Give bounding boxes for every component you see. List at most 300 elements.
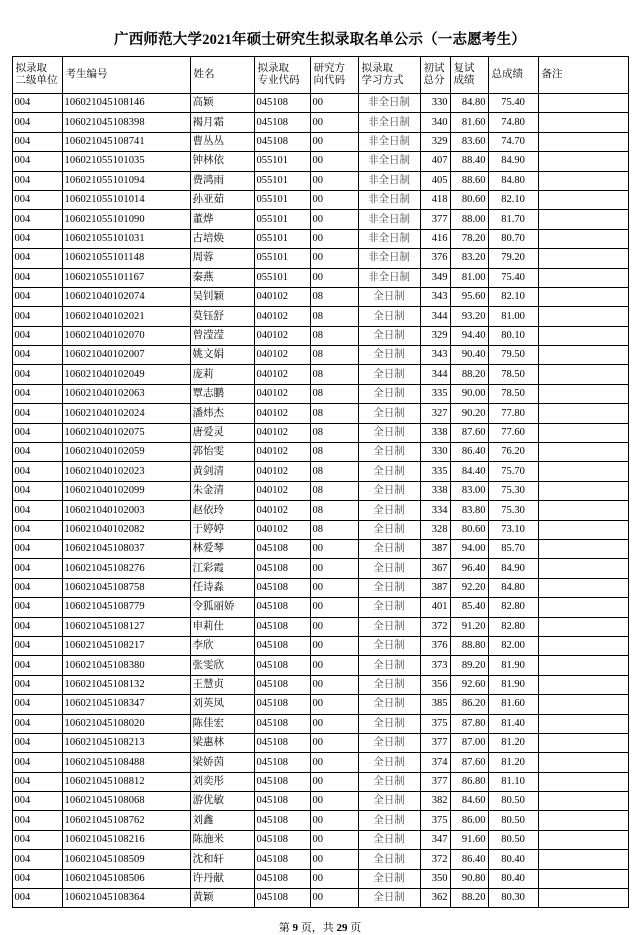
cell-first: 416 <box>420 229 450 248</box>
cell-name: 申莉仕 <box>190 617 254 636</box>
table-row <box>12 229 628 248</box>
cell-second: 86.40 <box>450 850 488 869</box>
table-row <box>12 423 628 442</box>
cell-remark <box>538 559 628 578</box>
table-row <box>12 675 628 694</box>
cell-remark <box>538 462 628 481</box>
cell-second: 84.60 <box>450 792 488 811</box>
cell-total: 82.80 <box>488 598 538 617</box>
cell-direction: 08 <box>310 307 358 326</box>
cell-major: 040102 <box>254 307 310 326</box>
cell-first: 327 <box>420 404 450 423</box>
cell-total: 78.50 <box>488 365 538 384</box>
cell-direction: 08 <box>310 326 358 345</box>
table-row <box>12 404 628 423</box>
cell-mode: 全日制 <box>358 869 420 888</box>
cell-number: 106021040102075 <box>62 423 190 442</box>
cell-remark <box>538 152 628 171</box>
cell-name: 张雯欣 <box>190 656 254 675</box>
cell-total: 80.10 <box>488 326 538 345</box>
cell-mode: 全日制 <box>358 559 420 578</box>
cell-second: 91.60 <box>450 830 488 849</box>
cell-major: 045108 <box>254 94 310 113</box>
cell-unit: 004 <box>12 268 62 287</box>
table-row <box>12 598 628 617</box>
cell-number: 106021045108506 <box>62 869 190 888</box>
cell-mode: 全日制 <box>358 733 420 752</box>
cell-major: 055101 <box>254 190 310 209</box>
cell-mode: 全日制 <box>358 307 420 326</box>
cell-name: 孙亚茹 <box>190 190 254 209</box>
cell-mode: 全日制 <box>358 346 420 365</box>
cell-remark <box>538 869 628 888</box>
cell-direction: 00 <box>310 559 358 578</box>
cell-direction: 08 <box>310 346 358 365</box>
cell-unit: 004 <box>12 792 62 811</box>
cell-direction: 00 <box>310 598 358 617</box>
cell-name: 于婷婷 <box>190 520 254 539</box>
cell-first: 338 <box>420 423 450 442</box>
cell-direction: 08 <box>310 423 358 442</box>
cell-major: 040102 <box>254 346 310 365</box>
cell-name: 陈佳宏 <box>190 714 254 733</box>
cell-number: 106021045108347 <box>62 695 190 714</box>
cell-major: 045108 <box>254 132 310 151</box>
cell-total: 77.80 <box>488 404 538 423</box>
cell-second: 81.00 <box>450 268 488 287</box>
cell-mode: 非全日制 <box>358 94 420 113</box>
cell-remark <box>538 792 628 811</box>
cell-unit: 004 <box>12 636 62 655</box>
cell-unit: 004 <box>12 598 62 617</box>
column-header-second-line2: 成绩 <box>453 75 475 86</box>
cell-remark <box>538 811 628 830</box>
cell-first: 335 <box>420 462 450 481</box>
cell-number: 106021040102024 <box>62 404 190 423</box>
cell-first: 338 <box>420 481 450 500</box>
cell-total: 78.50 <box>488 384 538 403</box>
cell-number: 106021045108758 <box>62 578 190 597</box>
cell-second: 87.00 <box>450 733 488 752</box>
cell-name: 刘奕彤 <box>190 772 254 791</box>
cell-major: 045108 <box>254 617 310 636</box>
cell-total: 76.20 <box>488 443 538 462</box>
cell-mode: 非全日制 <box>358 210 420 229</box>
cell-direction: 00 <box>310 94 358 113</box>
cell-remark <box>538 850 628 869</box>
cell-major: 045108 <box>254 559 310 578</box>
cell-name: 李欣 <box>190 636 254 655</box>
cell-name: 周蓉 <box>190 249 254 268</box>
column-header-name: 姓名 <box>190 57 254 94</box>
cell-direction: 08 <box>310 520 358 539</box>
cell-direction: 00 <box>310 695 358 714</box>
cell-number: 106021045108779 <box>62 598 190 617</box>
cell-total: 74.70 <box>488 132 538 151</box>
cell-unit: 004 <box>12 830 62 849</box>
cell-unit: 004 <box>12 423 62 442</box>
cell-remark <box>538 733 628 752</box>
cell-second: 86.20 <box>450 695 488 714</box>
cell-remark <box>538 190 628 209</box>
cell-first: 375 <box>420 714 450 733</box>
cell-mode: 全日制 <box>358 404 420 423</box>
cell-direction: 00 <box>310 656 358 675</box>
column-header-direction <box>310 57 358 94</box>
table-row <box>12 365 628 384</box>
cell-major: 045108 <box>254 889 310 908</box>
cell-first: 367 <box>420 559 450 578</box>
cell-remark <box>538 636 628 655</box>
cell-name: 林爱琴 <box>190 539 254 558</box>
cell-major: 045108 <box>254 598 310 617</box>
cell-total: 75.30 <box>488 481 538 500</box>
cell-direction: 00 <box>310 792 358 811</box>
cell-number: 106021055101014 <box>62 190 190 209</box>
cell-number: 106021040102003 <box>62 501 190 520</box>
table-row <box>12 578 628 597</box>
cell-second: 90.40 <box>450 346 488 365</box>
cell-direction: 00 <box>310 811 358 830</box>
cell-number: 106021055101094 <box>62 171 190 190</box>
cell-unit: 004 <box>12 617 62 636</box>
cell-total: 79.50 <box>488 346 538 365</box>
cell-mode: 全日制 <box>358 520 420 539</box>
cell-unit: 004 <box>12 229 62 248</box>
cell-remark <box>538 481 628 500</box>
cell-unit: 004 <box>12 94 62 113</box>
cell-number: 106021045108213 <box>62 733 190 752</box>
cell-number: 106021045108037 <box>62 539 190 558</box>
cell-remark <box>538 384 628 403</box>
cell-total: 82.10 <box>488 287 538 306</box>
cell-remark <box>538 772 628 791</box>
footer-page-number: 9 <box>292 922 298 935</box>
cell-remark <box>538 830 628 849</box>
cell-mode: 全日制 <box>358 384 420 403</box>
table-row <box>12 792 628 811</box>
cell-number: 106021045108020 <box>62 714 190 733</box>
cell-first: 328 <box>420 520 450 539</box>
cell-second: 86.80 <box>450 772 488 791</box>
footer-suffix: 页 <box>350 922 362 935</box>
cell-remark <box>538 249 628 268</box>
table-row <box>12 326 628 345</box>
cell-remark <box>538 132 628 151</box>
cell-number: 106021055101031 <box>62 229 190 248</box>
cell-number: 106021055101148 <box>62 249 190 268</box>
cell-first: 375 <box>420 811 450 830</box>
cell-major: 045108 <box>254 792 310 811</box>
column-header-total: 总成绩 <box>488 57 538 94</box>
cell-name: 梁娇茵 <box>190 753 254 772</box>
cell-remark <box>538 346 628 365</box>
cell-total: 80.50 <box>488 792 538 811</box>
cell-unit: 004 <box>12 578 62 597</box>
cell-number: 106021045108398 <box>62 113 190 132</box>
cell-second: 94.00 <box>450 539 488 558</box>
cell-name: 钟林依 <box>190 152 254 171</box>
cell-first: 387 <box>420 578 450 597</box>
cell-major: 045108 <box>254 578 310 597</box>
cell-mode: 全日制 <box>358 365 420 384</box>
cell-second: 90.80 <box>450 869 488 888</box>
cell-first: 376 <box>420 249 450 268</box>
cell-first: 344 <box>420 307 450 326</box>
cell-total: 81.60 <box>488 695 538 714</box>
cell-remark <box>538 326 628 345</box>
cell-direction: 00 <box>310 850 358 869</box>
cell-unit: 004 <box>12 132 62 151</box>
page-title: 广西师范大学2021年硕士研究生拟录取名单公示（一志愿考生） <box>114 32 526 48</box>
cell-unit: 004 <box>12 462 62 481</box>
cell-total: 84.90 <box>488 559 538 578</box>
cell-major: 045108 <box>254 675 310 694</box>
cell-unit: 004 <box>12 210 62 229</box>
footer-prefix: 第 <box>278 922 290 935</box>
table-header-row <box>12 57 628 94</box>
cell-major: 045108 <box>254 695 310 714</box>
cell-name: 郭怡雯 <box>190 443 254 462</box>
column-header-unit <box>12 57 62 94</box>
cell-mode: 非全日制 <box>358 132 420 151</box>
cell-direction: 00 <box>310 190 358 209</box>
cell-second: 80.60 <box>450 190 488 209</box>
cell-first: 376 <box>420 636 450 655</box>
table-row <box>12 617 628 636</box>
cell-mode: 全日制 <box>358 617 420 636</box>
table-row <box>12 656 628 675</box>
cell-number: 106021045108217 <box>62 636 190 655</box>
table-row <box>12 481 628 500</box>
cell-first: 330 <box>420 443 450 462</box>
cell-name: 唐爱灵 <box>190 423 254 442</box>
table-row <box>12 287 628 306</box>
cell-direction: 08 <box>310 404 358 423</box>
cell-direction: 08 <box>310 501 358 520</box>
cell-remark <box>538 598 628 617</box>
cell-second: 87.80 <box>450 714 488 733</box>
cell-mode: 全日制 <box>358 423 420 442</box>
cell-first: 377 <box>420 733 450 752</box>
cell-first: 344 <box>420 365 450 384</box>
cell-direction: 00 <box>310 268 358 287</box>
cell-first: 330 <box>420 94 450 113</box>
cell-total: 77.60 <box>488 423 538 442</box>
column-header-mode <box>358 57 420 94</box>
cell-second: 88.40 <box>450 152 488 171</box>
cell-major: 040102 <box>254 443 310 462</box>
cell-major: 040102 <box>254 326 310 345</box>
table-row <box>12 850 628 869</box>
cell-name: 江彩霞 <box>190 559 254 578</box>
cell-remark <box>538 423 628 442</box>
cell-mode: 全日制 <box>358 850 420 869</box>
cell-second: 83.60 <box>450 132 488 151</box>
cell-total: 81.40 <box>488 714 538 733</box>
cell-major: 055101 <box>254 229 310 248</box>
cell-second: 88.20 <box>450 889 488 908</box>
cell-direction: 00 <box>310 617 358 636</box>
cell-total: 81.20 <box>488 733 538 752</box>
cell-name: 令狐丽娇 <box>190 598 254 617</box>
column-header-first-line1: 初试 <box>423 62 445 74</box>
cell-total: 80.40 <box>488 850 538 869</box>
column-header-second-line1: 复试 <box>453 62 475 74</box>
cell-major: 040102 <box>254 287 310 306</box>
cell-mode: 非全日制 <box>358 249 420 268</box>
cell-unit: 004 <box>12 520 62 539</box>
cell-first: 350 <box>420 869 450 888</box>
cell-second: 95.60 <box>450 287 488 306</box>
cell-direction: 00 <box>310 539 358 558</box>
cell-second: 87.60 <box>450 423 488 442</box>
cell-unit: 004 <box>12 695 62 714</box>
cell-first: 418 <box>420 190 450 209</box>
cell-mode: 非全日制 <box>358 229 420 248</box>
cell-remark <box>538 656 628 675</box>
cell-second: 92.20 <box>450 578 488 597</box>
column-header-direction-line1: 研究方 <box>313 62 345 74</box>
cell-direction: 08 <box>310 365 358 384</box>
table-row <box>12 695 628 714</box>
cell-first: 377 <box>420 210 450 229</box>
table-row <box>12 268 628 287</box>
cell-first: 362 <box>420 889 450 908</box>
cell-major: 045108 <box>254 656 310 675</box>
cell-mode: 全日制 <box>358 830 420 849</box>
table-row <box>12 113 628 132</box>
column-header-first-exam <box>420 57 450 94</box>
table-row <box>12 249 628 268</box>
cell-mode: 全日制 <box>358 792 420 811</box>
cell-direction: 00 <box>310 714 358 733</box>
cell-second: 90.20 <box>450 404 488 423</box>
cell-major: 040102 <box>254 384 310 403</box>
cell-second: 84.80 <box>450 94 488 113</box>
cell-mode: 全日制 <box>358 578 420 597</box>
cell-name: 赵依玲 <box>190 501 254 520</box>
cell-name: 许丹献 <box>190 869 254 888</box>
cell-number: 106021045108488 <box>62 753 190 772</box>
cell-second: 83.20 <box>450 249 488 268</box>
cell-total: 84.80 <box>488 578 538 597</box>
cell-mode: 非全日制 <box>358 152 420 171</box>
cell-unit: 004 <box>12 384 62 403</box>
cell-first: 347 <box>420 830 450 849</box>
cell-mode: 非全日制 <box>358 268 420 287</box>
cell-remark <box>538 210 628 229</box>
cell-total: 81.90 <box>488 656 538 675</box>
column-header-major-line2: 专业代码 <box>257 75 300 86</box>
cell-unit: 004 <box>12 850 62 869</box>
table-body <box>12 94 628 908</box>
table-row <box>12 171 628 190</box>
cell-remark <box>538 113 628 132</box>
cell-unit: 004 <box>12 772 62 791</box>
cell-direction: 00 <box>310 229 358 248</box>
cell-remark <box>538 229 628 248</box>
footer-middle: 页，共 <box>300 922 334 935</box>
cell-unit: 004 <box>12 714 62 733</box>
cell-unit: 004 <box>12 733 62 752</box>
cell-number: 106021045108364 <box>62 889 190 908</box>
table-row <box>12 869 628 888</box>
cell-second: 94.40 <box>450 326 488 345</box>
cell-mode: 全日制 <box>358 462 420 481</box>
cell-major: 045108 <box>254 714 310 733</box>
cell-number: 106021045108146 <box>62 94 190 113</box>
cell-name: 沈和轩 <box>190 850 254 869</box>
table-row <box>12 636 628 655</box>
cell-direction: 00 <box>310 733 358 752</box>
cell-total: 73.10 <box>488 520 538 539</box>
cell-remark <box>538 443 628 462</box>
cell-remark <box>538 94 628 113</box>
cell-total: 80.50 <box>488 830 538 849</box>
cell-name: 陈施米 <box>190 830 254 849</box>
cell-mode: 非全日制 <box>358 190 420 209</box>
cell-major: 045108 <box>254 830 310 849</box>
cell-mode: 非全日制 <box>358 113 420 132</box>
table-row <box>12 152 628 171</box>
cell-total: 82.80 <box>488 617 538 636</box>
cell-number: 106021045108216 <box>62 830 190 849</box>
cell-mode: 全日制 <box>358 539 420 558</box>
cell-name: 潘炜杰 <box>190 404 254 423</box>
table-row <box>12 443 628 462</box>
cell-direction: 00 <box>310 830 358 849</box>
cell-unit: 004 <box>12 675 62 694</box>
cell-mode: 全日制 <box>358 656 420 675</box>
cell-total: 85.70 <box>488 539 538 558</box>
cell-major: 040102 <box>254 520 310 539</box>
cell-unit: 004 <box>12 326 62 345</box>
cell-number: 106021045108132 <box>62 675 190 694</box>
cell-direction: 00 <box>310 210 358 229</box>
cell-total: 80.70 <box>488 229 538 248</box>
cell-total: 80.40 <box>488 869 538 888</box>
cell-major: 055101 <box>254 171 310 190</box>
cell-name: 王慧贞 <box>190 675 254 694</box>
cell-major: 045108 <box>254 539 310 558</box>
column-header-candidate-number: 考生编号 <box>62 57 190 94</box>
cell-second: 85.40 <box>450 598 488 617</box>
cell-number: 106021045108380 <box>62 656 190 675</box>
cell-remark <box>538 617 628 636</box>
cell-second: 78.20 <box>450 229 488 248</box>
cell-unit: 004 <box>12 481 62 500</box>
cell-first: 335 <box>420 384 450 403</box>
cell-remark <box>538 675 628 694</box>
cell-major: 045108 <box>254 811 310 830</box>
cell-direction: 00 <box>310 152 358 171</box>
table-row <box>12 384 628 403</box>
column-header-second-exam <box>450 57 488 94</box>
table-row <box>12 462 628 481</box>
cell-number: 106021055101035 <box>62 152 190 171</box>
cell-number: 106021055101090 <box>62 210 190 229</box>
cell-name: 曾滢滢 <box>190 326 254 345</box>
table-row <box>12 811 628 830</box>
cell-name: 黄剑清 <box>190 462 254 481</box>
table-row <box>12 714 628 733</box>
column-header-first-line2: 总分 <box>423 75 445 86</box>
cell-mode: 全日制 <box>358 675 420 694</box>
cell-number: 106021040102074 <box>62 287 190 306</box>
cell-number: 106021040102007 <box>62 346 190 365</box>
cell-first: 387 <box>420 539 450 558</box>
